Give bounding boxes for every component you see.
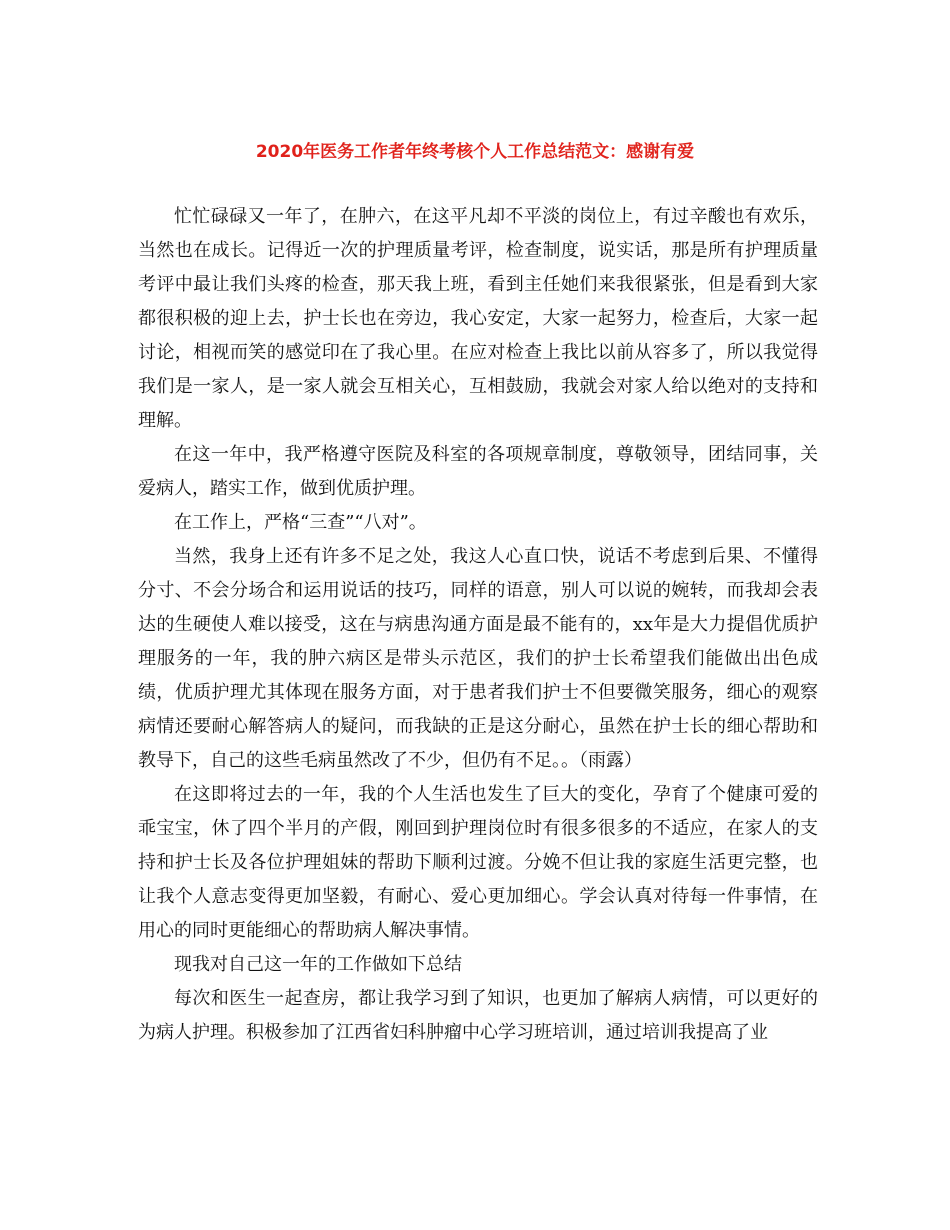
document-title: 2020年医务工作者年终考核个人工作总结范文：感谢有爱 [255, 142, 695, 162]
paragraph-3: 在工作上，严格“三查”“八对”。 [174, 512, 427, 533]
paragraph-1: 忙忙碌碌又一年了，在肿六，在这平凡却不平淡的岗位上，有过辛酸也有欢乐，当然也在成长。记得近一次的护理质量考评，检查制度，说实话，那是所有护理质量考评中最让我们头疼的检查，那天我上班，看到主任她们来我很紧张，但是看到大家都很积极的迎上去，护士长也在旁边，我心安定，大家一起努力，检查后，大家一起讨论，相视而笑的感觉印在了我心里。在应对检查上我比以前从容多了，所以我觉得我们是一家人，是一家人就会互相关心，互相鼓励，我就会对家人给以绝对的支持和理解。 [138, 206, 818, 431]
paragraph-4: 当然，我身上还有许多不足之处，我这人心直口快，说话不考虑到后果、不懂得分寸、不会分场合和运用说话的技巧，同样的语意，别人可以说的婉转，而我却会表达的生硬使人难以接受，这在与病患沟通方面是最不能有的，xx年是大力提倡优质护理服务的一年，我的肿六病区是带头示范区，我们的护士长希望我们能做出出色成绩，优质护理尤其体现在服务方面，对于患者我们护士不但要微笑服务，细心的观察病情还要耐心解答病人的疑问，而我缺的正是这分耐心，虽然在护士长的细心帮助和教导下，自己的这些毛病虽然改了不少，但仍有不足。。（雨露） [138, 546, 818, 771]
paragraph-2: 在这一年中，我严格遵守医院及科室的各项规章制度，尊敬领导，团结同事，关爱病人，踏实工作，做到优质护理。 [138, 444, 818, 499]
paragraph-6: 现我对自己这一年的工作做如下总结 [174, 954, 462, 975]
paragraph-5: 在这即将过去的一年，我的个人生活也发生了巨大的变化，孕育了个健康可爱的乖宝宝，休了四个半月的产假，刚回到护理岗位时有很多很多的不适应，在家人的支持和护士长及各位护理姐妹的帮助下顺利过渡。分娩不但让我的家庭生活更完整，也让我个人意志变得更加坚毅，有耐心、爱心更加细心。学会认真对待每一件事情，在用心的同时更能细心的帮助病人解决事情。 [138, 784, 818, 941]
paragraph-7: 每次和医生一起查房，都让我学习到了知识，也更加了解病人病情，可以更好的为病人护理。积极参加了江西省妇科肿瘤中心学习班培训，通过培训我提高了业 [138, 988, 818, 1043]
document-body [138, 200, 818, 1050]
